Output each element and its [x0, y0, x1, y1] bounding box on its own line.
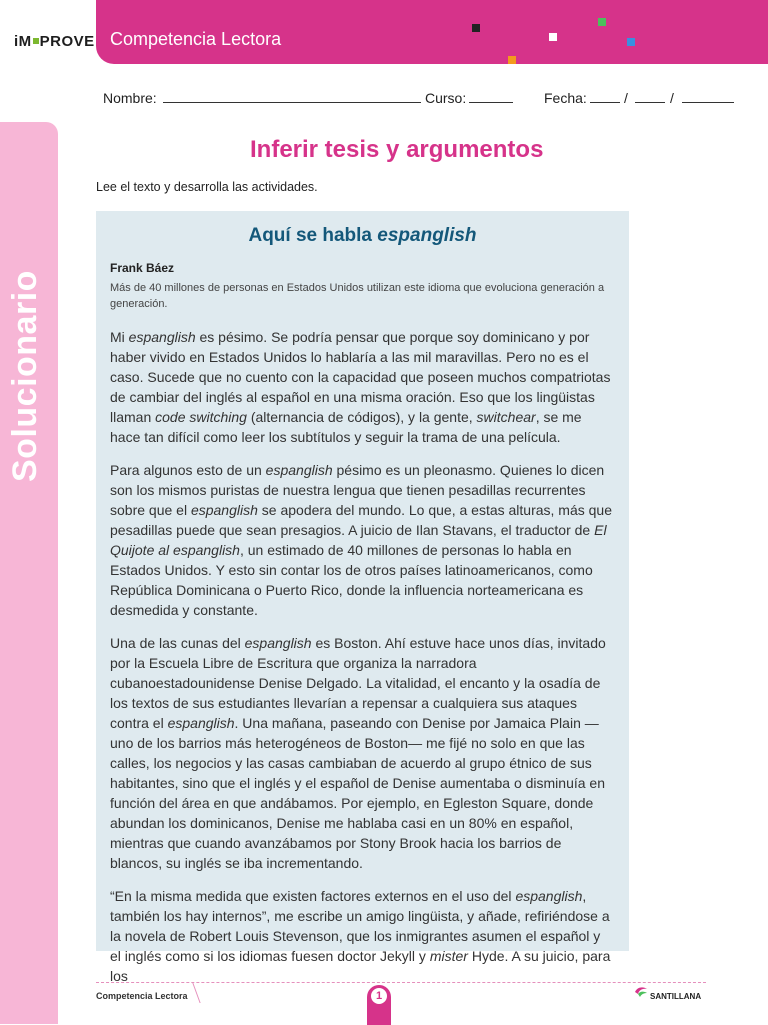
text-run: , también los hay internos”, me escribe un amigo lingüista, y añade, refiriéndose a la novela de Robert Louis Stevenson, que los inmigrantes asumen el español y el inglés como si los idiomas fuesen doctor Jekyll y [110, 888, 610, 964]
text-run: , se me hace tan difícil como leer los subtítulos y seguir la trama de una película. [110, 409, 582, 445]
sidebar-label: Solucionario [6, 270, 44, 482]
sidebar-band [0, 122, 58, 1024]
improve-logo: iM PROVE [14, 33, 95, 50]
section-title: Competencia Lectora [110, 29, 282, 49]
instruction: Lee el texto y desarrolla las actividades. [96, 180, 318, 194]
text-run: es Boston. Ahí estuve hace unos días, invitado por la Escuela Libre de Escritura que organiza la narradora cubanoestadounidense Denise Delgado. La vitalidad, el encanto y la osadía de los textos de sus estudiantes llevarían a repensar a cualquiera sus ataques contra el [110, 635, 606, 731]
italic-run: code switching [155, 409, 247, 425]
italic-run: espanglish [128, 329, 196, 345]
decor-square-icon [508, 56, 516, 64]
article-subtitle: Más de 40 millones de personas en Estados Unidos utilizan este idioma que evoluciona generación a generación. [110, 282, 605, 310]
date-day-field[interactable] [590, 102, 620, 103]
italic-run: espanglish [244, 635, 312, 651]
decor-square-icon [598, 18, 606, 26]
footer-label: Competencia Lectora [96, 991, 188, 1001]
date-label: Fecha: [544, 90, 587, 106]
header-bar [96, 0, 768, 64]
italic-run: espanglish [265, 462, 333, 478]
name-label: Nombre: [103, 90, 157, 106]
paragraph [110, 460, 615, 620]
date-separator: / [624, 90, 628, 106]
text-run: “En la misma medida que existen factores externos en el uso del [110, 888, 516, 904]
italic-run: El Quijote al espanglish [110, 522, 607, 558]
article-author: Frank Báez [110, 261, 175, 275]
course-field[interactable] [469, 102, 513, 103]
italic-run: mister [429, 948, 468, 964]
date-separator: / [670, 90, 674, 106]
italic-run: espanglish [515, 888, 583, 904]
italic-run: espanglish [190, 502, 258, 518]
paragraph [110, 886, 615, 986]
article-box [96, 211, 629, 984]
date-month-field[interactable] [635, 102, 665, 103]
text-run: , un estimado de 40 millones de personas lo habla en Estados Unidos. Y esto sin contar los de otros países latinoamericanos, como República Dominicana o Puerto Rico, donde la influencia norteamericana es desmedida y constante. [110, 542, 593, 618]
santillana-logo-icon [634, 986, 648, 998]
brand-name: SANTILLANA [650, 992, 702, 1001]
page-title: Inferir tesis y argumentos [250, 136, 544, 163]
text-run: Hyde. A su juicio, para los [110, 948, 611, 984]
text-run: . Una mañana, paseando con Denise por Jamaica Plain —uno de los barrios más heterogéneos de Boston— me fijé no solo en que las calles, los negocios y las casas cambiaban de acuerdo al grupo étnico de sus habitantes, sino que el inglés y el español de Denise aumentaba o disminuía en función del área en que andábamos. Por ejemplo, en Egleston Square, donde abundan los dominicanos, Denise me hablaba casi en un 80% en español, mientras que cuando avanzábamos por Stony Brook hacia los barrios de blancos, su inglés se iba incrementando. [110, 715, 605, 871]
page-badge [367, 985, 391, 1025]
decor-square-icon [472, 24, 480, 32]
italic-run: espanglish [167, 715, 235, 731]
decor-square-icon [627, 38, 635, 46]
text-run: Mi [110, 329, 129, 345]
text-run: es pésimo. Se podría pensar que porque soy dominicano y por haber vivido en Estados Unidos lo hablaría a las mil maravillas. Pero no es el caso. Sucede que no cuento con la capacidad que poseen muchos compatriotas de cambiar del inglés al español en una misma oración. Eso que los lingüistas llaman [110, 329, 611, 425]
article-body [110, 327, 615, 999]
text-run: se apodera del mundo. Lo que, a estas alturas, más que pesadillas puede que sean presagios. A juicio de Ilan Stavans, el traductor de [110, 502, 613, 538]
article-title: Aquí se habla espanglish [248, 225, 477, 246]
page-number: 1 [371, 988, 387, 1004]
italic-run: switchear [476, 409, 536, 425]
paragraph [110, 633, 615, 873]
date-year-field[interactable] [682, 102, 734, 103]
decor-square-icon [549, 33, 557, 41]
name-field[interactable] [163, 102, 421, 103]
text-run: Para algunos esto de un [110, 462, 266, 478]
logo-dot-icon [33, 38, 39, 44]
text-run: Una de las cunas del [110, 635, 245, 651]
text-run: pésimo es un pleonasmo. Quienes lo dicen son los mismos puristas de nuestra lengua que tienen pesadillas recurrentes sobre que el [110, 462, 605, 518]
paragraph [110, 327, 615, 447]
text-run: (alternancia de códigos), y la gente, [246, 409, 477, 425]
course-label: Curso: [425, 90, 467, 106]
